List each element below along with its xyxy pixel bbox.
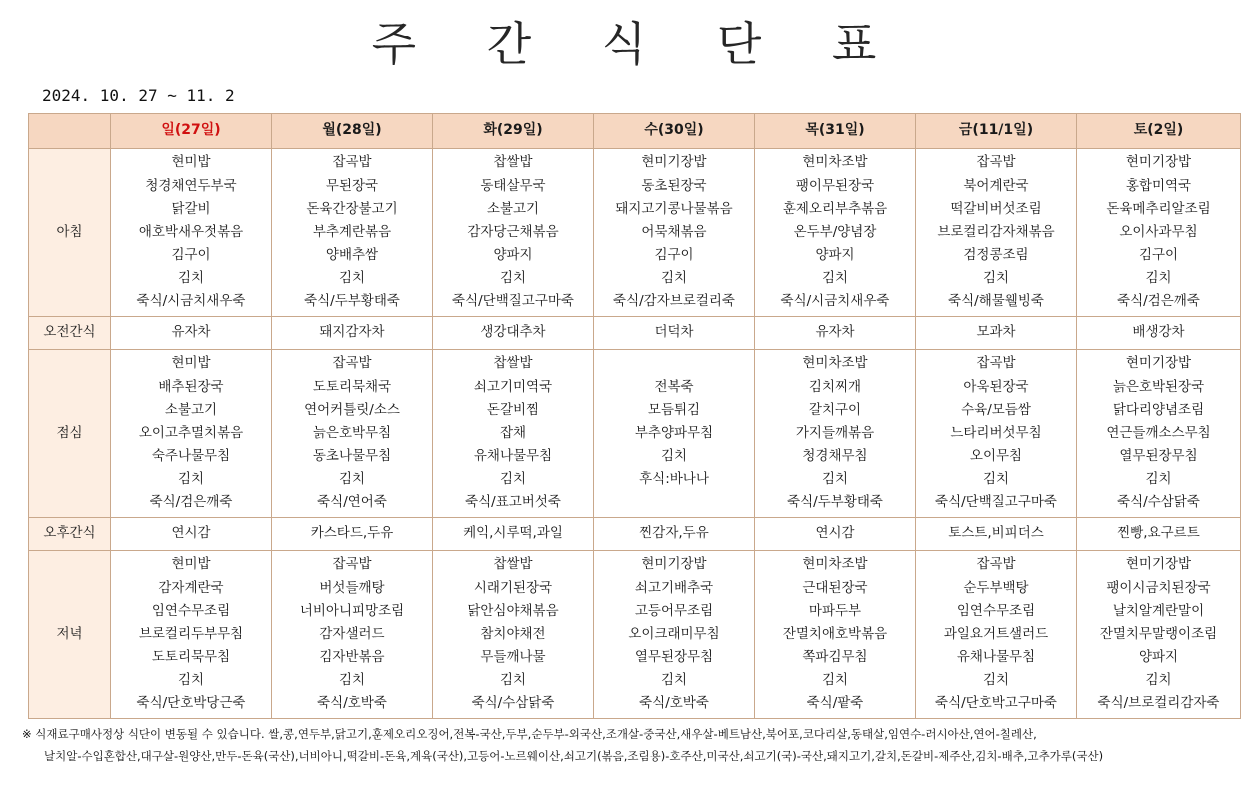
menu-item: 쇠고기배추국: [634, 579, 714, 596]
day-header: 토(2일): [1077, 114, 1241, 149]
menu-item: 김치: [177, 270, 205, 287]
menu-item: 동태살무국: [480, 177, 546, 194]
menu-item: 김치: [660, 448, 688, 465]
menu-item: 버섯들깨탕: [319, 579, 385, 596]
menu-item: 늙은호박무침: [312, 424, 392, 441]
menu-item: 김치: [177, 672, 205, 689]
menu-cell: [755, 350, 916, 518]
menu-item: 현미기장밥: [641, 154, 707, 171]
menu-item: 연어커틀릿/소스: [304, 401, 400, 418]
menu-cell: [916, 350, 1077, 518]
menu-item: 죽식/호박죽: [317, 695, 387, 712]
menu-item: 오이고추멸치볶음: [138, 424, 244, 441]
menu-cell: 연시감: [111, 518, 272, 551]
menu-cell: 배생강차: [1077, 317, 1241, 350]
menu-item: 동초나물무침: [312, 448, 392, 465]
menu-cell: 찐빵,요구르트: [1077, 518, 1241, 551]
menu-item: 늙은호박된장국: [1112, 378, 1205, 395]
day-header: 수(30일): [594, 114, 755, 149]
menu-item: 닭다리양념조림: [1112, 401, 1205, 418]
menu-item: 김구이: [171, 247, 211, 264]
menu-cell: 카스타드,두유: [272, 518, 433, 551]
menu-cell: [594, 551, 755, 719]
menu-cell: 더덕차: [594, 317, 755, 350]
menu-item: 갈치구이: [808, 401, 862, 418]
menu-item: 양파지: [493, 247, 533, 264]
menu-item: 잡곡밥: [976, 355, 1016, 372]
menu-cell: 토스트,비피더스: [916, 518, 1077, 551]
menu-item: 고등어무조림: [634, 602, 714, 619]
menu-item: 죽식/단호박고구마죽: [935, 695, 1057, 712]
menu-item: 죽식/두부황태죽: [304, 293, 400, 310]
menu-item: 감자당근채볶음: [467, 223, 559, 240]
menu-item: 잔멸치애호박볶음: [782, 625, 888, 642]
menu-item: 김치: [982, 672, 1010, 689]
menu-item: 죽식/검은깨죽: [1117, 293, 1200, 310]
menu-cell: [272, 551, 433, 719]
menu-item: 온두부/양념장: [793, 223, 877, 240]
menu-item: 죽식/호박죽: [639, 695, 709, 712]
dinner-row: [29, 551, 1241, 719]
menu-item: 팽이시금치된장국: [1106, 579, 1211, 596]
menu-item: 전복죽: [654, 378, 694, 395]
menu-item: 애호박새우젓볶음: [138, 223, 244, 240]
menu-item: 김치: [338, 270, 366, 287]
menu-cell: 모과차: [916, 317, 1077, 350]
weekly-menu-table: [28, 113, 1241, 719]
menu-item: 수육/모듬쌈: [961, 401, 1031, 418]
menu-item: 현미기장밥: [1125, 556, 1192, 573]
menu-item: 김치: [338, 672, 366, 689]
menu-item: 현미기장밥: [1125, 154, 1192, 171]
day-header: 월(28일): [272, 114, 433, 149]
menu-item: 도토리묵무침: [151, 649, 231, 666]
menu-item: 가지들깨볶음: [795, 424, 875, 441]
menu-item: 유채나물무침: [956, 649, 1036, 666]
header-corner: [29, 114, 111, 149]
breakfast-row: [29, 149, 1241, 317]
menu-item: 김치: [338, 471, 366, 488]
menu-item: 김치: [821, 672, 849, 689]
menu-item: 잡곡밥: [332, 556, 372, 573]
menu-item: 김치: [660, 672, 688, 689]
menu-item: 죽식/수삼닭죽: [471, 695, 555, 712]
menu-item: 김치: [499, 471, 527, 488]
menu-item: 돈육간장불고기: [306, 200, 398, 217]
menu-item: 순두부백탕: [963, 579, 1029, 596]
day-header: 화(29일): [433, 114, 594, 149]
menu-item: 잡곡밥: [976, 556, 1016, 573]
menu-cell: [594, 350, 755, 518]
menu-item: 현미기장밥: [1125, 355, 1192, 372]
menu-item: 돈갈비찜: [486, 401, 540, 418]
menu-item: 김치: [982, 471, 1010, 488]
menu-item: 현미기장밥: [641, 556, 707, 573]
menu-item: 김구이: [654, 247, 694, 264]
menu-item: 찹쌀밥: [493, 355, 533, 372]
menu-cell: 찐감자,두유: [594, 518, 755, 551]
menu-item: 브로컬리두부무침: [138, 625, 244, 642]
row-label: 오전간식: [29, 317, 111, 350]
menu-item: 현미차조밥: [802, 154, 868, 171]
menu-item: 소불고기: [164, 401, 218, 418]
menu-item: 임연수무조림: [151, 602, 231, 619]
menu-item: 김치: [177, 471, 205, 488]
menu-cell: [755, 551, 916, 719]
menu-item: 마파두부: [808, 602, 862, 619]
menu-item: 도토리묵채국: [312, 378, 392, 395]
menu-cell: [111, 350, 272, 518]
menu-item: 죽식/수삼닭죽: [1117, 494, 1200, 511]
menu-item: 청경채무침: [802, 448, 868, 465]
menu-item: 죽식/검은깨죽: [149, 494, 233, 511]
menu-item: 돼지고기콩나물볶음: [615, 200, 733, 217]
menu-item: 부추양파무침: [634, 424, 714, 441]
menu-item: 김치: [821, 270, 849, 287]
table-header-row: [29, 114, 1241, 149]
menu-cell: [594, 149, 755, 317]
menu-cell: [111, 149, 272, 317]
menu-item: 김구이: [1138, 247, 1179, 264]
menu-item: 김치: [821, 471, 849, 488]
day-header: 금(11/1일): [916, 114, 1077, 149]
menu-item: 양파지: [815, 247, 855, 264]
menu-item: 죽식/단백질고구마죽: [935, 494, 1057, 511]
menu-cell: 돼지감자차: [272, 317, 433, 350]
menu-cell: 케익,시루떡,과일: [433, 518, 594, 551]
menu-item: 죽식/시금치새우죽: [780, 293, 890, 310]
menu-cell: 유자차: [755, 317, 916, 350]
menu-item: 배추된장국: [158, 378, 224, 395]
menu-item: 후식:바나나: [639, 471, 709, 488]
menu-item: 잡곡밥: [332, 154, 372, 171]
menu-item: 유채나물무침: [473, 448, 553, 465]
row-label: 점심: [29, 350, 111, 518]
menu-item: 동초된장국: [641, 177, 707, 194]
menu-cell: [916, 149, 1077, 317]
menu-item: 쪽파김무침: [802, 649, 868, 666]
menu-cell: [755, 149, 916, 317]
menu-item: 느타리버섯무침: [950, 424, 1042, 441]
menu-item: 닭갈비: [171, 200, 211, 217]
menu-item: 시래기된장국: [473, 579, 553, 596]
menu-item: 잔멸치무말랭이조림: [1099, 625, 1218, 642]
menu-item: 근대된장국: [802, 579, 868, 596]
menu-item: 오이크래미무침: [628, 625, 720, 642]
menu-item: 김치: [1145, 270, 1172, 287]
menu-item: 죽식/표고버섯죽: [465, 494, 561, 511]
menu-item: 양배추쌈: [325, 247, 379, 264]
menu-item: 김치찌개: [808, 378, 862, 395]
menu-cell: [272, 350, 433, 518]
menu-item: 김치: [660, 270, 688, 287]
menu-cell: [433, 350, 594, 518]
menu-item: 김자반볶음: [319, 649, 385, 666]
row-label: 오후간식: [29, 518, 111, 551]
menu-item: 브로컬리감자채볶음: [937, 223, 1055, 240]
am-snack-row: [29, 317, 1241, 350]
menu-item: 팽이무된장국: [795, 177, 875, 194]
menu-item: 열무된장무침: [1119, 448, 1198, 465]
menu-item: 날치알계란말이: [1112, 602, 1205, 619]
row-label: 저녁: [29, 551, 111, 719]
menu-item: 아욱된장국: [963, 378, 1029, 395]
menu-item: 부추계란볶음: [312, 223, 392, 240]
menu-item: 김치: [499, 270, 527, 287]
menu-item: 어묵채볶음: [641, 223, 707, 240]
menu-item: 무된장국: [325, 177, 379, 194]
menu-item: 검정콩조림: [963, 247, 1029, 264]
footnote-line: 날치알-수입혼합산,대구살-원양산,만두-돈육(국산),너비아니,떡갈비-돈육,계육(국산),고등어-노르웨이산,쇠고기(볶음,조림용)-호주산,미국산,쇠고기(국)-국산,돼지고기,갈치,돈갈비-제주산,김치-배추,고추가루(국산): [44, 749, 1104, 763]
menu-item: 과일요거트샐러드: [943, 625, 1049, 642]
menu-item: 죽식/단호박당근죽: [136, 695, 246, 712]
footnote-line: ※ 식재료구매사정상 식단이 변동될 수 있습니다. 쌀,콩,연두부,닭고기,훈제오리오징어,전복-국산,두부,순두부-외국산,조개살-중국산,새우살-베트남산,북어포,코다리살,동태살,임연수-러시아산,연어-칠레산,: [22, 727, 1037, 741]
menu-cell: 유자차: [111, 317, 272, 350]
menu-cell: [433, 551, 594, 719]
menu-item: 현미차조밥: [802, 355, 868, 372]
menu-item: 현미차조밥: [802, 556, 868, 573]
menu-item: 오이무침: [969, 448, 1023, 465]
menu-item: 소불고기: [486, 200, 540, 217]
menu-cell: [1077, 149, 1241, 317]
menu-item: 참치야채전: [480, 625, 546, 642]
page-title: 주 간 식 단 표: [371, 17, 905, 71]
menu-item: 청경채연두부국: [145, 177, 237, 194]
menu-item: [594, 352, 754, 375]
menu-cell: 생강대추차: [433, 317, 594, 350]
menu-item: 죽식/두부황태죽: [787, 494, 883, 511]
day-header: 목(31일): [755, 114, 916, 149]
menu-item: 김치: [499, 672, 527, 689]
menu-item: 잡채: [499, 424, 527, 441]
day-header: 일(27일): [111, 114, 272, 149]
menu-item: 찹쌀밥: [493, 556, 533, 573]
menu-cell: [1077, 350, 1241, 518]
menu-item: 닭안심야채볶음: [467, 602, 559, 619]
menu-item: 무들깨나물: [480, 649, 546, 666]
menu-item: 쇠고기미역국: [473, 378, 553, 395]
menu-item: 죽식/팥죽: [806, 695, 864, 712]
date-range: 2024. 10. 27 ~ 11. 2: [42, 86, 235, 105]
menu-item: 현미밥: [171, 556, 211, 573]
lunch-row: [29, 350, 1241, 518]
footnote: [22, 723, 1234, 767]
menu-item: 김치: [1145, 672, 1172, 689]
menu-item: 양파지: [1138, 649, 1179, 666]
menu-item: 현미밥: [171, 355, 211, 372]
menu-item: 홍합미역국: [1125, 177, 1192, 194]
menu-item: 잡곡밥: [976, 154, 1016, 171]
menu-item: 죽식/감자브로컬리죽: [613, 293, 735, 310]
menu-item: 모듬튀김: [647, 401, 701, 418]
menu-item: 떡갈비버섯조림: [950, 200, 1042, 217]
menu-item: 오이사과무침: [1119, 223, 1198, 240]
menu-item: 훈제오리부추볶음: [782, 200, 888, 217]
menu-cell: [916, 551, 1077, 719]
menu-item: 열무된장무침: [634, 649, 714, 666]
menu-cell: [433, 149, 594, 317]
menu-item: 감자계란국: [158, 579, 224, 596]
menu-item: 돈육메추리알조림: [1106, 200, 1211, 217]
menu-item: 죽식/연어죽: [317, 494, 387, 511]
menu-item: 임연수무조림: [956, 602, 1036, 619]
menu-item: [594, 491, 754, 514]
menu-item: 현미밥: [171, 154, 211, 171]
menu-item: 북어계란국: [963, 177, 1029, 194]
menu-item: 너비아니피망조림: [299, 602, 405, 619]
menu-item: 숙주나물무침: [151, 448, 231, 465]
menu-cell: [111, 551, 272, 719]
menu-item: 김치: [982, 270, 1010, 287]
menu-cell: [1077, 551, 1241, 719]
menu-item: 죽식/시금치새우죽: [136, 293, 246, 310]
menu-item: 찹쌀밥: [493, 154, 533, 171]
menu-item: 감자샐러드: [319, 625, 385, 642]
menu-item: 연근들깨소스무침: [1106, 424, 1211, 441]
pm-snack-row: [29, 518, 1241, 551]
menu-item: 죽식/브로컬리감자죽: [1097, 695, 1220, 712]
menu-item: 김치: [1145, 471, 1172, 488]
menu-item: 죽식/단백질고구마죽: [452, 293, 574, 310]
menu-item: 잡곡밥: [332, 355, 372, 372]
menu-item: 죽식/해물웰빙죽: [948, 293, 1044, 310]
menu-cell: [272, 149, 433, 317]
row-label: 아침: [29, 149, 111, 317]
menu-cell: 연시감: [755, 518, 916, 551]
